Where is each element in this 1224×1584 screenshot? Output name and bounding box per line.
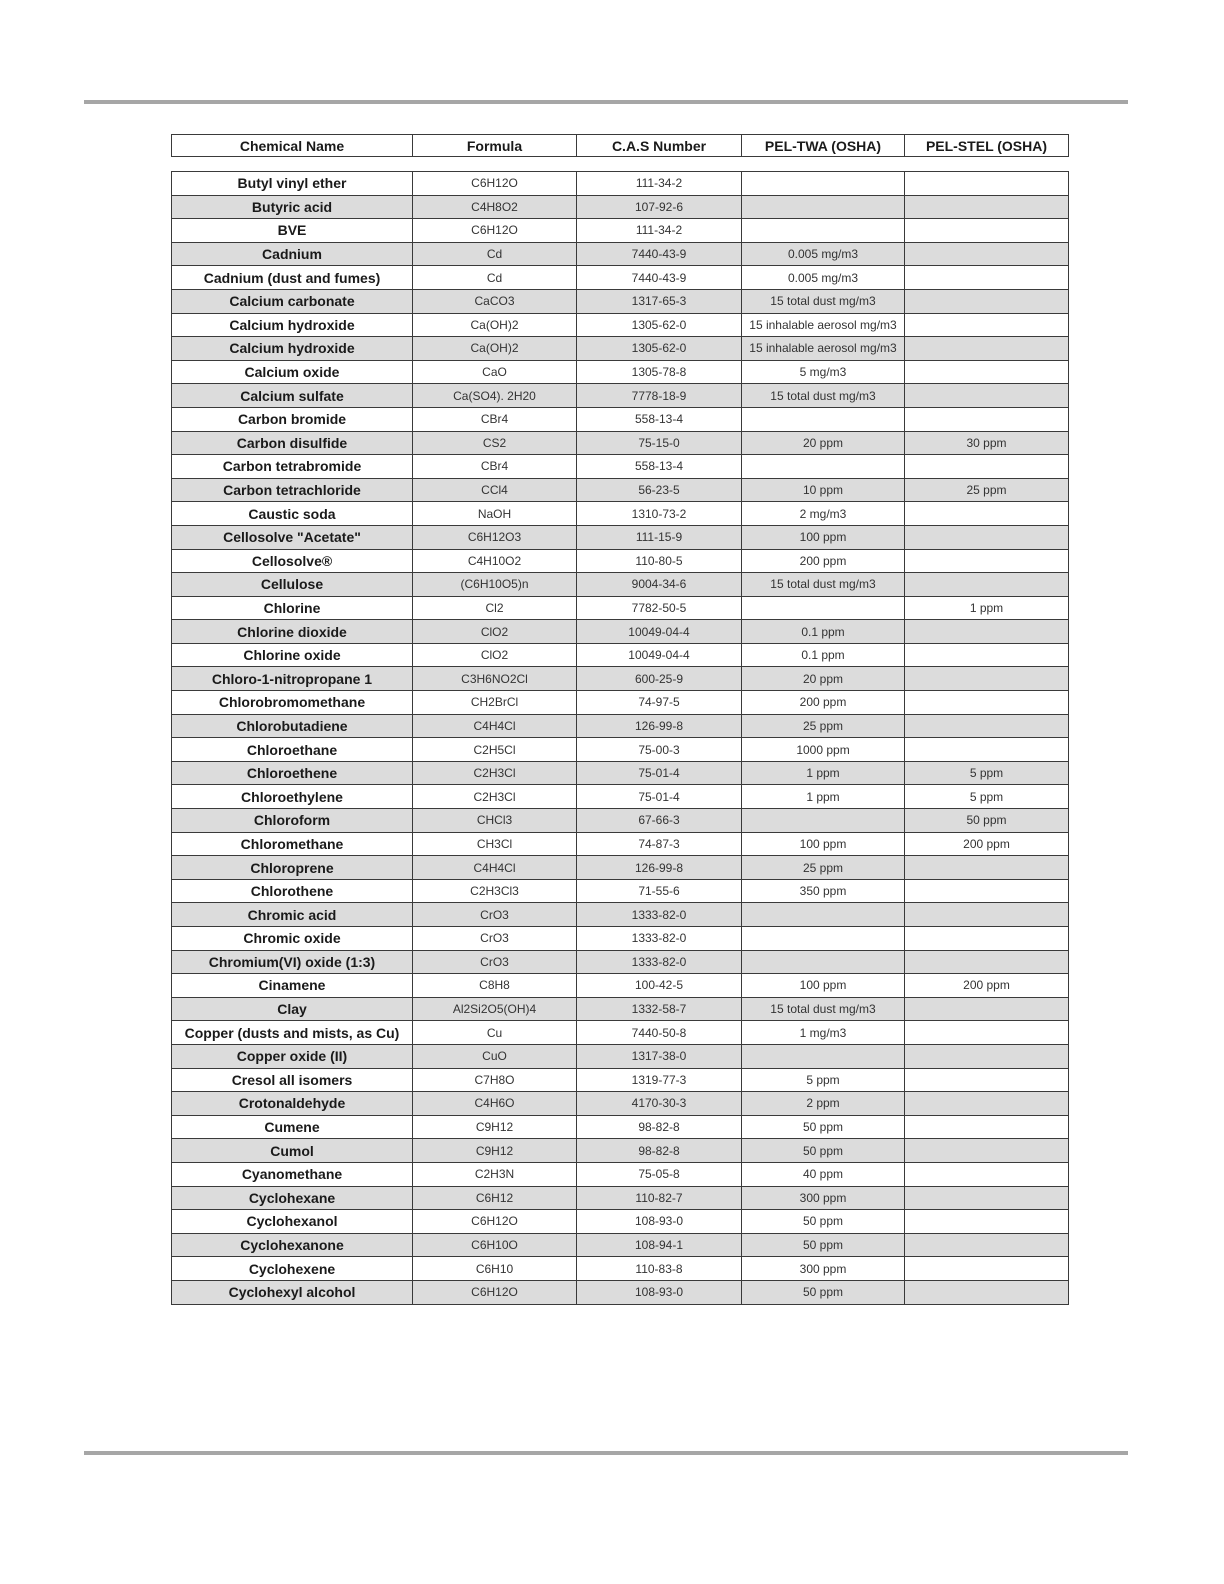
cas-number-cell: 1333-82-0 xyxy=(577,903,742,927)
chemical-name-cell: Cyclohexanone xyxy=(172,1233,413,1257)
pel-stel-cell xyxy=(905,1257,1069,1281)
formula-cell: Cd xyxy=(413,266,577,290)
chemical-name-cell: Chloroethene xyxy=(172,761,413,785)
formula-cell: Cl2 xyxy=(413,596,577,620)
pel-stel-cell xyxy=(905,242,1069,266)
table-row xyxy=(172,596,1069,620)
table-row xyxy=(172,266,1069,290)
pel-twa-cell: 20 ppm xyxy=(742,431,905,455)
pel-twa-cell: 15 inhalable aerosol mg/m3 xyxy=(742,337,905,361)
cas-number-cell: 1333-82-0 xyxy=(577,927,742,951)
pel-stel-cell xyxy=(905,879,1069,903)
chemical-name-cell: BVE xyxy=(172,219,413,243)
column-header-formula: Formula xyxy=(413,135,577,157)
table-row xyxy=(172,1257,1069,1281)
chemical-table xyxy=(171,171,1069,1305)
cas-number-cell: 107-92-6 xyxy=(577,195,742,219)
table-row xyxy=(172,195,1069,219)
chemical-name-cell: Cyanomethane xyxy=(172,1162,413,1186)
chemical-name-cell: Cumene xyxy=(172,1115,413,1139)
formula-cell: Ca(OH)2 xyxy=(413,313,577,337)
table-row xyxy=(172,242,1069,266)
pel-twa-cell: 100 ppm xyxy=(742,832,905,856)
formula-cell: C4H10O2 xyxy=(413,549,577,573)
pel-stel-cell xyxy=(905,384,1069,408)
pel-twa-cell xyxy=(742,596,905,620)
formula-cell: CuO xyxy=(413,1044,577,1068)
pel-stel-cell xyxy=(905,1162,1069,1186)
cas-number-cell: 74-97-5 xyxy=(577,691,742,715)
formula-cell: C6H12O xyxy=(413,1280,577,1304)
table-row xyxy=(172,1139,1069,1163)
chemical-name-cell: Butyl vinyl ether xyxy=(172,172,413,196)
pel-stel-cell: 200 ppm xyxy=(905,974,1069,998)
pel-twa-cell: 100 ppm xyxy=(742,974,905,998)
pel-twa-cell: 15 total dust mg/m3 xyxy=(742,573,905,597)
chemical-table-body xyxy=(172,172,1069,1305)
pel-stel-cell xyxy=(905,219,1069,243)
formula-cell: C2H5Cl xyxy=(413,738,577,762)
table-row xyxy=(172,832,1069,856)
chemical-name-cell: Cadnium xyxy=(172,242,413,266)
pel-twa-cell: 25 ppm xyxy=(742,856,905,880)
formula-cell: C6H12O xyxy=(413,172,577,196)
table-row xyxy=(172,172,1069,196)
table-row xyxy=(172,502,1069,526)
pel-twa-cell xyxy=(742,950,905,974)
cas-number-cell: 67-66-3 xyxy=(577,809,742,833)
cas-number-cell: 108-94-1 xyxy=(577,1233,742,1257)
table-row xyxy=(172,525,1069,549)
pel-stel-cell: 50 ppm xyxy=(905,809,1069,833)
pel-twa-cell: 1000 ppm xyxy=(742,738,905,762)
pel-twa-cell: 50 ppm xyxy=(742,1139,905,1163)
pel-twa-cell: 25 ppm xyxy=(742,714,905,738)
cas-number-cell: 75-05-8 xyxy=(577,1162,742,1186)
table-row xyxy=(172,1162,1069,1186)
chemical-name-cell: Calcium sulfate xyxy=(172,384,413,408)
table-row xyxy=(172,384,1069,408)
chemical-name-cell: Calcium hydroxide xyxy=(172,313,413,337)
pel-twa-cell xyxy=(742,407,905,431)
chemical-name-cell: Chlorobromomethane xyxy=(172,691,413,715)
pel-stel-cell xyxy=(905,573,1069,597)
table-row xyxy=(172,927,1069,951)
pel-twa-cell: 1 mg/m3 xyxy=(742,1021,905,1045)
cas-number-cell: 75-01-4 xyxy=(577,785,742,809)
pel-stel-cell xyxy=(905,1210,1069,1234)
table-row xyxy=(172,478,1069,502)
cas-number-cell: 75-15-0 xyxy=(577,431,742,455)
cas-number-cell: 1305-78-8 xyxy=(577,360,742,384)
pel-twa-cell: 1 ppm xyxy=(742,761,905,785)
chemical-name-cell: Cadnium (dust and fumes) xyxy=(172,266,413,290)
table-row xyxy=(172,360,1069,384)
formula-cell: CaO xyxy=(413,360,577,384)
table-row xyxy=(172,1280,1069,1304)
cas-number-cell: 74-87-3 xyxy=(577,832,742,856)
pel-twa-cell: 350 ppm xyxy=(742,879,905,903)
formula-cell: C6H12O xyxy=(413,1210,577,1234)
column-header-pel-twa: PEL-TWA (OSHA) xyxy=(742,135,905,157)
formula-cell: C4H4Cl xyxy=(413,714,577,738)
table-row xyxy=(172,691,1069,715)
formula-cell: CS2 xyxy=(413,431,577,455)
cas-number-cell: 1310-73-2 xyxy=(577,502,742,526)
table-row xyxy=(172,761,1069,785)
pel-stel-cell xyxy=(905,1115,1069,1139)
pel-stel-cell xyxy=(905,1092,1069,1116)
chemical-name-cell: Cyclohexane xyxy=(172,1186,413,1210)
pel-stel-cell xyxy=(905,360,1069,384)
table-row xyxy=(172,1068,1069,1092)
cas-number-cell: 98-82-8 xyxy=(577,1139,742,1163)
chemical-name-cell: Chloroform xyxy=(172,809,413,833)
formula-cell: C6H10O xyxy=(413,1233,577,1257)
pel-twa-cell: 5 mg/m3 xyxy=(742,360,905,384)
formula-cell: Cu xyxy=(413,1021,577,1045)
table-row xyxy=(172,856,1069,880)
pel-stel-cell xyxy=(905,525,1069,549)
formula-cell: CBr4 xyxy=(413,407,577,431)
pel-twa-cell: 5 ppm xyxy=(742,1068,905,1092)
formula-cell: CBr4 xyxy=(413,455,577,479)
formula-cell: CrO3 xyxy=(413,903,577,927)
cas-number-cell: 4170-30-3 xyxy=(577,1092,742,1116)
table-row xyxy=(172,289,1069,313)
pel-twa-cell xyxy=(742,1044,905,1068)
formula-cell: CH2BrCl xyxy=(413,691,577,715)
cas-number-cell: 75-00-3 xyxy=(577,738,742,762)
formula-cell: CCl4 xyxy=(413,478,577,502)
pel-stel-cell xyxy=(905,337,1069,361)
cas-number-cell: 126-99-8 xyxy=(577,714,742,738)
chemical-name-cell: Carbon bromide xyxy=(172,407,413,431)
chemical-name-cell: Chromic acid xyxy=(172,903,413,927)
formula-cell: C4H8O2 xyxy=(413,195,577,219)
pel-stel-cell xyxy=(905,667,1069,691)
chemical-name-cell: Copper oxide (II) xyxy=(172,1044,413,1068)
chemical-name-cell: Calcium hydroxide xyxy=(172,337,413,361)
formula-cell: C2H3N xyxy=(413,1162,577,1186)
cas-number-cell: 1305-62-0 xyxy=(577,313,742,337)
formula-cell: (C6H10O5)n xyxy=(413,573,577,597)
chemical-name-cell: Chloroprene xyxy=(172,856,413,880)
chemical-name-cell: Cellosolve "Acetate" xyxy=(172,525,413,549)
pel-twa-cell: 50 ppm xyxy=(742,1280,905,1304)
table-row xyxy=(172,738,1069,762)
pel-twa-cell: 0.005 mg/m3 xyxy=(742,242,905,266)
pel-twa-cell: 50 ppm xyxy=(742,1210,905,1234)
pel-stel-cell xyxy=(905,549,1069,573)
pel-twa-cell: 15 inhalable aerosol mg/m3 xyxy=(742,313,905,337)
pel-twa-cell xyxy=(742,809,905,833)
cas-number-cell: 110-80-5 xyxy=(577,549,742,573)
pel-twa-cell: 300 ppm xyxy=(742,1186,905,1210)
pel-stel-cell xyxy=(905,691,1069,715)
formula-cell: CH3Cl xyxy=(413,832,577,856)
formula-cell: C2H3Cl xyxy=(413,761,577,785)
cas-number-cell: 110-83-8 xyxy=(577,1257,742,1281)
cas-number-cell: 126-99-8 xyxy=(577,856,742,880)
pel-stel-cell: 5 ppm xyxy=(905,761,1069,785)
pel-stel-cell xyxy=(905,455,1069,479)
pel-twa-cell: 20 ppm xyxy=(742,667,905,691)
cas-number-cell: 1332-58-7 xyxy=(577,997,742,1021)
pel-stel-cell xyxy=(905,266,1069,290)
formula-cell: C4H6O xyxy=(413,1092,577,1116)
pel-twa-cell: 50 ppm xyxy=(742,1115,905,1139)
cas-number-cell: 558-13-4 xyxy=(577,407,742,431)
formula-cell: NaOH xyxy=(413,502,577,526)
cas-number-cell: 7440-50-8 xyxy=(577,1021,742,1045)
chemical-name-cell: Chlorothene xyxy=(172,879,413,903)
formula-cell: C9H12 xyxy=(413,1115,577,1139)
chemical-name-cell: Chlorine xyxy=(172,596,413,620)
pel-twa-cell xyxy=(742,219,905,243)
table-row xyxy=(172,974,1069,998)
pel-twa-cell: 200 ppm xyxy=(742,691,905,715)
cas-number-cell: 111-15-9 xyxy=(577,525,742,549)
table-row xyxy=(172,785,1069,809)
chemical-name-cell: Cellulose xyxy=(172,573,413,597)
cas-number-cell: 558-13-4 xyxy=(577,455,742,479)
table-row xyxy=(172,667,1069,691)
cas-number-cell: 10049-04-4 xyxy=(577,643,742,667)
pel-twa-cell: 2 ppm xyxy=(742,1092,905,1116)
pel-stel-cell xyxy=(905,1233,1069,1257)
cas-number-cell: 1333-82-0 xyxy=(577,950,742,974)
pel-stel-cell xyxy=(905,289,1069,313)
pel-stel-cell xyxy=(905,1068,1069,1092)
cas-number-cell: 7782-50-5 xyxy=(577,596,742,620)
pel-stel-cell xyxy=(905,195,1069,219)
pel-stel-cell xyxy=(905,714,1069,738)
chemical-name-cell: Carbon tetrachloride xyxy=(172,478,413,502)
header-table xyxy=(171,134,1069,157)
formula-cell: C6H12O xyxy=(413,219,577,243)
cas-number-cell: 110-82-7 xyxy=(577,1186,742,1210)
cas-number-cell: 100-42-5 xyxy=(577,974,742,998)
cas-number-cell: 7440-43-9 xyxy=(577,266,742,290)
formula-cell: Ca(SO4). 2H20 xyxy=(413,384,577,408)
formula-cell: CrO3 xyxy=(413,950,577,974)
pel-stel-cell xyxy=(905,1044,1069,1068)
pel-twa-cell: 15 total dust mg/m3 xyxy=(742,289,905,313)
table-row xyxy=(172,455,1069,479)
cas-number-cell: 7440-43-9 xyxy=(577,242,742,266)
cas-number-cell: 108-93-0 xyxy=(577,1210,742,1234)
table-row xyxy=(172,1115,1069,1139)
formula-cell: Ca(OH)2 xyxy=(413,337,577,361)
table-row xyxy=(172,903,1069,927)
pel-stel-cell xyxy=(905,502,1069,526)
cas-number-cell: 108-93-0 xyxy=(577,1280,742,1304)
pel-stel-cell xyxy=(905,927,1069,951)
pel-twa-cell: 100 ppm xyxy=(742,525,905,549)
formula-cell: CrO3 xyxy=(413,927,577,951)
chemical-name-cell: Calcium carbonate xyxy=(172,289,413,313)
table-row xyxy=(172,997,1069,1021)
table-row xyxy=(172,573,1069,597)
chemical-name-cell: Copper (dusts and mists, as Cu) xyxy=(172,1021,413,1045)
chemical-name-cell: Calcium oxide xyxy=(172,360,413,384)
pel-twa-cell: 40 ppm xyxy=(742,1162,905,1186)
chemical-name-cell: Cellosolve® xyxy=(172,549,413,573)
chemical-name-cell: Butyric acid xyxy=(172,195,413,219)
pel-stel-cell xyxy=(905,738,1069,762)
pel-twa-cell: 10 ppm xyxy=(742,478,905,502)
formula-cell: C7H8O xyxy=(413,1068,577,1092)
pel-stel-cell: 5 ppm xyxy=(905,785,1069,809)
header-row xyxy=(172,135,1069,157)
pel-stel-cell xyxy=(905,1280,1069,1304)
pel-stel-cell xyxy=(905,903,1069,927)
table-row xyxy=(172,1021,1069,1045)
pel-stel-cell xyxy=(905,856,1069,880)
cas-number-cell: 9004-34-6 xyxy=(577,573,742,597)
formula-cell: C9H12 xyxy=(413,1139,577,1163)
chemical-name-cell: Chloroethylene xyxy=(172,785,413,809)
cas-number-cell: 56-23-5 xyxy=(577,478,742,502)
pel-twa-cell xyxy=(742,455,905,479)
table-row xyxy=(172,1186,1069,1210)
cas-number-cell: 10049-04-4 xyxy=(577,620,742,644)
column-header-cas-number: C.A.S Number xyxy=(577,135,742,157)
formula-cell: C6H12 xyxy=(413,1186,577,1210)
formula-cell: C6H10 xyxy=(413,1257,577,1281)
pel-twa-cell: 15 total dust mg/m3 xyxy=(742,997,905,1021)
table-row xyxy=(172,714,1069,738)
top-rule xyxy=(84,100,1128,104)
pel-stel-cell xyxy=(905,997,1069,1021)
table-row xyxy=(172,1233,1069,1257)
chemical-name-cell: Cyclohexyl alcohol xyxy=(172,1280,413,1304)
table-row xyxy=(172,643,1069,667)
formula-cell: C8H8 xyxy=(413,974,577,998)
chemical-name-cell: Crotonaldehyde xyxy=(172,1092,413,1116)
pel-stel-cell: 25 ppm xyxy=(905,478,1069,502)
chemical-name-cell: Cresol all isomers xyxy=(172,1068,413,1092)
column-header-chemical-name: Chemical Name xyxy=(172,135,413,157)
table-row xyxy=(172,313,1069,337)
chemical-name-cell: Chloro-1-nitropropane 1 xyxy=(172,667,413,691)
chemical-name-cell: Chloroethane xyxy=(172,738,413,762)
pel-twa-cell: 300 ppm xyxy=(742,1257,905,1281)
chemical-name-cell: Carbon disulfide xyxy=(172,431,413,455)
pel-twa-cell: 50 ppm xyxy=(742,1233,905,1257)
chemical-name-cell: Cyclohexanol xyxy=(172,1210,413,1234)
cas-number-cell: 1317-65-3 xyxy=(577,289,742,313)
table-row xyxy=(172,337,1069,361)
cas-number-cell: 111-34-2 xyxy=(577,219,742,243)
cas-number-cell: 1319-77-3 xyxy=(577,1068,742,1092)
cas-number-cell: 1317-38-0 xyxy=(577,1044,742,1068)
pel-stel-cell xyxy=(905,313,1069,337)
chemical-name-cell: Caustic soda xyxy=(172,502,413,526)
chemical-name-cell: Chromium(VI) oxide (1:3) xyxy=(172,950,413,974)
table-row xyxy=(172,950,1069,974)
chemical-name-cell: Cyclohexene xyxy=(172,1257,413,1281)
formula-cell: C2H3Cl3 xyxy=(413,879,577,903)
pel-stel-cell xyxy=(905,950,1069,974)
pel-stel-cell: 200 ppm xyxy=(905,832,1069,856)
formula-cell: C4H4Cl xyxy=(413,856,577,880)
pel-twa-cell: 200 ppm xyxy=(742,549,905,573)
formula-cell: ClO2 xyxy=(413,620,577,644)
pel-stel-cell xyxy=(905,407,1069,431)
formula-cell: Cd xyxy=(413,242,577,266)
pel-twa-cell: 0.1 ppm xyxy=(742,620,905,644)
cas-number-cell: 98-82-8 xyxy=(577,1115,742,1139)
pel-twa-cell xyxy=(742,903,905,927)
table-row xyxy=(172,219,1069,243)
table-row xyxy=(172,809,1069,833)
cas-number-cell: 111-34-2 xyxy=(577,172,742,196)
chemical-name-cell: Chlorine dioxide xyxy=(172,620,413,644)
cas-number-cell: 71-55-6 xyxy=(577,879,742,903)
formula-cell: ClO2 xyxy=(413,643,577,667)
pel-twa-cell: 15 total dust mg/m3 xyxy=(742,384,905,408)
chemical-name-cell: Chromic oxide xyxy=(172,927,413,951)
cas-number-cell: 7778-18-9 xyxy=(577,384,742,408)
formula-cell: C6H12O3 xyxy=(413,525,577,549)
table-row xyxy=(172,879,1069,903)
formula-cell: CaCO3 xyxy=(413,289,577,313)
pel-stel-cell xyxy=(905,172,1069,196)
chemical-name-cell: Carbon tetrabromide xyxy=(172,455,413,479)
chemical-name-cell: Cumol xyxy=(172,1139,413,1163)
chemical-name-cell: Cinamene xyxy=(172,974,413,998)
table-row xyxy=(172,1210,1069,1234)
cas-number-cell: 75-01-4 xyxy=(577,761,742,785)
table-row xyxy=(172,1044,1069,1068)
formula-cell: Al2Si2O5(OH)4 xyxy=(413,997,577,1021)
table-row xyxy=(172,431,1069,455)
table-row xyxy=(172,620,1069,644)
bottom-rule xyxy=(84,1451,1128,1455)
pel-twa-cell xyxy=(742,927,905,951)
pel-twa-cell xyxy=(742,172,905,196)
table-row xyxy=(172,407,1069,431)
pel-stel-cell xyxy=(905,1021,1069,1045)
pel-stel-cell: 30 ppm xyxy=(905,431,1069,455)
pel-twa-cell: 0.1 ppm xyxy=(742,643,905,667)
pel-twa-cell: 0.005 mg/m3 xyxy=(742,266,905,290)
chemical-name-cell: Chlorobutadiene xyxy=(172,714,413,738)
chemical-name-cell: Clay xyxy=(172,997,413,1021)
pel-stel-cell xyxy=(905,643,1069,667)
column-header-pel-stel: PEL-STEL (OSHA) xyxy=(905,135,1069,157)
cas-number-cell: 1305-62-0 xyxy=(577,337,742,361)
pel-stel-cell xyxy=(905,620,1069,644)
chemical-name-cell: Chloromethane xyxy=(172,832,413,856)
pel-twa-cell: 1 ppm xyxy=(742,785,905,809)
cas-number-cell: 600-25-9 xyxy=(577,667,742,691)
formula-cell: CHCl3 xyxy=(413,809,577,833)
table-row xyxy=(172,1092,1069,1116)
pel-twa-cell: 2 mg/m3 xyxy=(742,502,905,526)
pel-stel-cell xyxy=(905,1139,1069,1163)
pel-twa-cell xyxy=(742,195,905,219)
formula-cell: C3H6NO2Cl xyxy=(413,667,577,691)
formula-cell: C2H3Cl xyxy=(413,785,577,809)
pel-stel-cell xyxy=(905,1186,1069,1210)
chemical-name-cell: Chlorine oxide xyxy=(172,643,413,667)
pel-stel-cell: 1 ppm xyxy=(905,596,1069,620)
table-row xyxy=(172,549,1069,573)
